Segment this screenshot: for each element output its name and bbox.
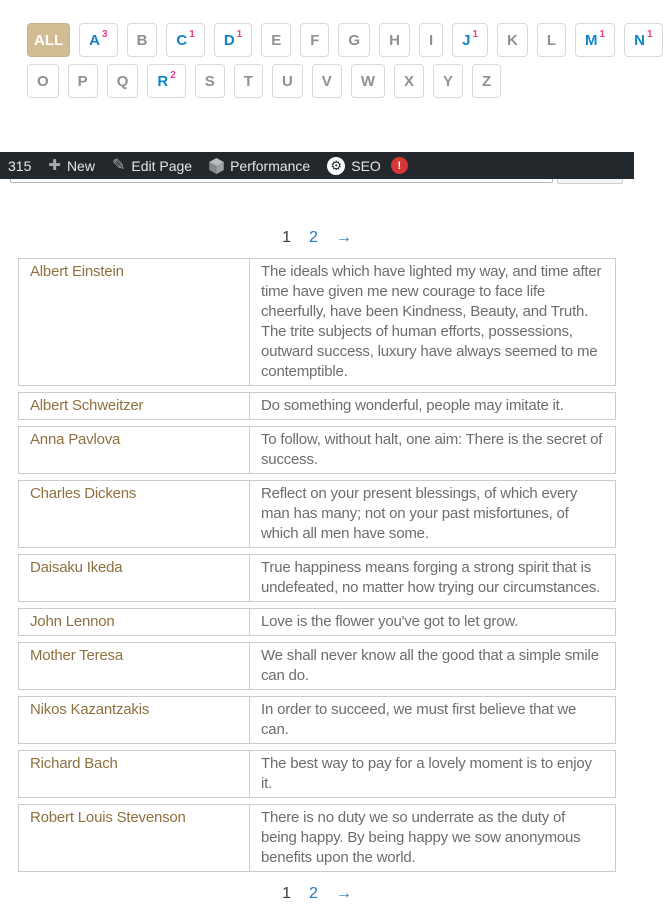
table-row: [18, 426, 616, 474]
filter-letter-label: T: [243, 72, 253, 90]
table-row: [18, 480, 616, 548]
quote-text: Love is the flower you've got to let grow.: [250, 608, 616, 636]
author-link[interactable]: Robert Louis Stevenson: [30, 809, 186, 826]
quote-text: True happiness means forging a strong spirit that is undefeated, no matter how trying our circumstances.: [250, 554, 616, 602]
filter-letter-count: 1: [189, 28, 195, 40]
filter-letter-label: L: [546, 31, 557, 49]
author-link[interactable]: Charles Dickens: [30, 485, 137, 502]
pagination-current-page: 1: [282, 885, 291, 902]
table-row: [18, 642, 616, 690]
pagination-top: [0, 228, 634, 248]
table-row: [18, 804, 616, 872]
filter-letter-label: Z: [482, 72, 492, 90]
filter-letter-e[interactable]: [261, 23, 291, 57]
filter-letter-label: A: [89, 31, 101, 49]
filter-letter-p[interactable]: [68, 64, 98, 98]
quotes-page-content: [0, 228, 634, 904]
admin-bar-performance[interactable]: [209, 158, 310, 174]
filter-letter-label: H: [389, 31, 400, 49]
admin-bar-item-label: New: [66, 157, 95, 174]
filter-letter-label: R: [157, 72, 169, 90]
filter-letter-j[interactable]: [452, 23, 488, 57]
table-row: [18, 696, 616, 744]
quote-text: The ideals which have lighted my way, and time after time have given me new courage to face life cheerfully, have been Kindness, Beauty, and Truth. The trite subjects of human efforts, possessions, outward success, luxury have always seemed to me contemptible.: [250, 258, 616, 386]
quote-text: The best way to pay for a lovely moment is to enjoy it.: [250, 750, 616, 798]
author-link[interactable]: Anna Pavlova: [30, 431, 121, 448]
filter-letter-h[interactable]: [379, 23, 410, 57]
pagination-next-arrow[interactable]: →: [335, 229, 352, 246]
admin-bar-edit-page[interactable]: [112, 158, 192, 174]
admin-bar-counter: 315: [8, 157, 32, 174]
filter-letter-m[interactable]: [575, 23, 615, 57]
filter-letter-z[interactable]: [472, 64, 501, 98]
author-link[interactable]: Albert Schweitzer: [30, 397, 144, 414]
pagination-page-2[interactable]: 2: [309, 229, 318, 246]
author-cell: [18, 642, 250, 690]
filter-letter-l[interactable]: [537, 23, 566, 57]
filter-letter-label: M: [585, 31, 598, 49]
quotes-table: [18, 252, 616, 878]
filter-letter-count: 1: [599, 28, 606, 40]
filter-letter-label: Q: [116, 72, 129, 90]
admin-bar-item-label: SEO: [351, 157, 381, 174]
author-cell: [18, 554, 250, 602]
filter-letter-d[interactable]: [214, 23, 252, 57]
filter-letter-count: 1: [646, 28, 653, 40]
filter-letter-o[interactable]: [27, 64, 59, 98]
cube-icon: [209, 158, 224, 174]
author-cell: [18, 258, 250, 386]
author-link[interactable]: Mother Teresa: [30, 647, 124, 664]
filter-letter-label: J: [462, 31, 471, 49]
author-cell: [18, 392, 250, 420]
table-row: [18, 750, 616, 798]
filter-letter-label: Y: [443, 72, 454, 90]
filter-letter-f[interactable]: [300, 23, 329, 57]
pagination-bottom: [0, 884, 634, 904]
filter-letter-label: V: [321, 72, 332, 90]
author-cell: [18, 804, 250, 872]
filter-letter-label: F: [310, 31, 320, 49]
filter-letter-label: K: [507, 31, 518, 49]
author-link[interactable]: John Lennon: [30, 613, 115, 630]
quote-text: Reflect on your present blessings, of which every man has many; not on your past misfortunes, of which all men have some.: [250, 480, 616, 548]
filter-letter-a[interactable]: [79, 23, 117, 57]
filter-letter-label: O: [37, 72, 49, 90]
filter-letter-g[interactable]: [338, 23, 370, 57]
author-cell: [18, 750, 250, 798]
filter-letter-w[interactable]: [351, 64, 385, 98]
filter-letter-s[interactable]: [195, 64, 225, 98]
author-cell: [18, 426, 250, 474]
filter-letter-count: 1: [236, 28, 243, 40]
alphabet-filter: [27, 23, 653, 105]
quote-text: There is no duty we so underrate as the duty of being happy. By being happy we sow anonymous benefits upon the world.: [250, 804, 616, 872]
pagination-next-arrow[interactable]: →: [335, 885, 352, 902]
pencil-icon: ✎: [111, 156, 126, 174]
filter-letter-q[interactable]: [107, 64, 139, 98]
seo-warning-badge: !: [391, 157, 408, 174]
admin-bar: [0, 152, 634, 179]
filter-letter-t[interactable]: [234, 64, 263, 98]
quote-text: To follow, without halt, one aim: There is the secret of success.: [250, 426, 616, 474]
filter-letter-v[interactable]: [312, 64, 342, 98]
filter-letter-r[interactable]: [147, 64, 185, 98]
author-cell: [18, 696, 250, 744]
author-link[interactable]: Daisaku Ikeda: [30, 559, 123, 576]
filter-letter-label: W: [360, 72, 375, 90]
author-cell: [18, 480, 250, 548]
admin-bar-item-label: Edit Page: [131, 157, 193, 174]
filter-letter-label: E: [271, 31, 282, 49]
filter-letter-y[interactable]: [433, 64, 463, 98]
author-link[interactable]: Nikos Kazantzakis: [30, 701, 150, 718]
quote-text: We shall never know all the good that a simple smile can do.: [250, 642, 616, 690]
alphabet-filter-row: [27, 64, 627, 98]
table-row: [18, 392, 616, 420]
filter-letter-label: S: [204, 72, 215, 90]
filter-letter-label: P: [77, 72, 88, 90]
filter-letter-c[interactable]: [166, 23, 204, 57]
filter-letter-label: B: [136, 31, 148, 49]
admin-bar-new[interactable]: [48, 158, 95, 174]
pagination-current-page: 1: [282, 229, 291, 246]
admin-bar-seo[interactable]: [327, 157, 408, 175]
table-row: [18, 608, 616, 636]
table-row: [18, 554, 616, 602]
gear-icon: ⚙: [327, 157, 345, 175]
quote-text: In order to succeed, we must first believe that we can.: [250, 696, 616, 744]
author-cell: [18, 608, 250, 636]
filter-letter-count: 2: [170, 69, 176, 81]
filter-letter-label: N: [634, 31, 645, 49]
plus-icon: ✚: [48, 157, 61, 174]
filter-letter-label: I: [428, 31, 434, 49]
admin-bar-item-label: Performance: [230, 157, 311, 174]
filter-letter-k[interactable]: [497, 23, 528, 57]
filter-letter-x[interactable]: [394, 64, 424, 98]
filter-letter-label: U: [281, 72, 293, 90]
author-link[interactable]: Albert Einstein: [30, 263, 124, 280]
filter-letter-count: 3: [102, 28, 108, 40]
filter-letter-label: G: [348, 31, 361, 49]
filter-letter-i[interactable]: [419, 23, 443, 57]
filter-all[interactable]: ALL: [27, 23, 70, 57]
filter-letter-count: 1: [472, 28, 479, 40]
filter-letter-label: C: [176, 31, 188, 49]
author-link[interactable]: Richard Bach: [30, 755, 118, 772]
alphabet-filter-row: [27, 23, 653, 57]
table-row: [18, 258, 616, 386]
filter-letter-b[interactable]: [127, 23, 158, 57]
quote-text: Do something wonderful, people may imitate it.: [250, 392, 616, 420]
filter-letter-n[interactable]: [624, 23, 662, 57]
pagination-page-2[interactable]: 2: [309, 885, 318, 902]
filter-letter-label: X: [403, 72, 414, 90]
filter-letter-label: D: [223, 31, 235, 49]
filter-letter-u[interactable]: [272, 64, 303, 98]
